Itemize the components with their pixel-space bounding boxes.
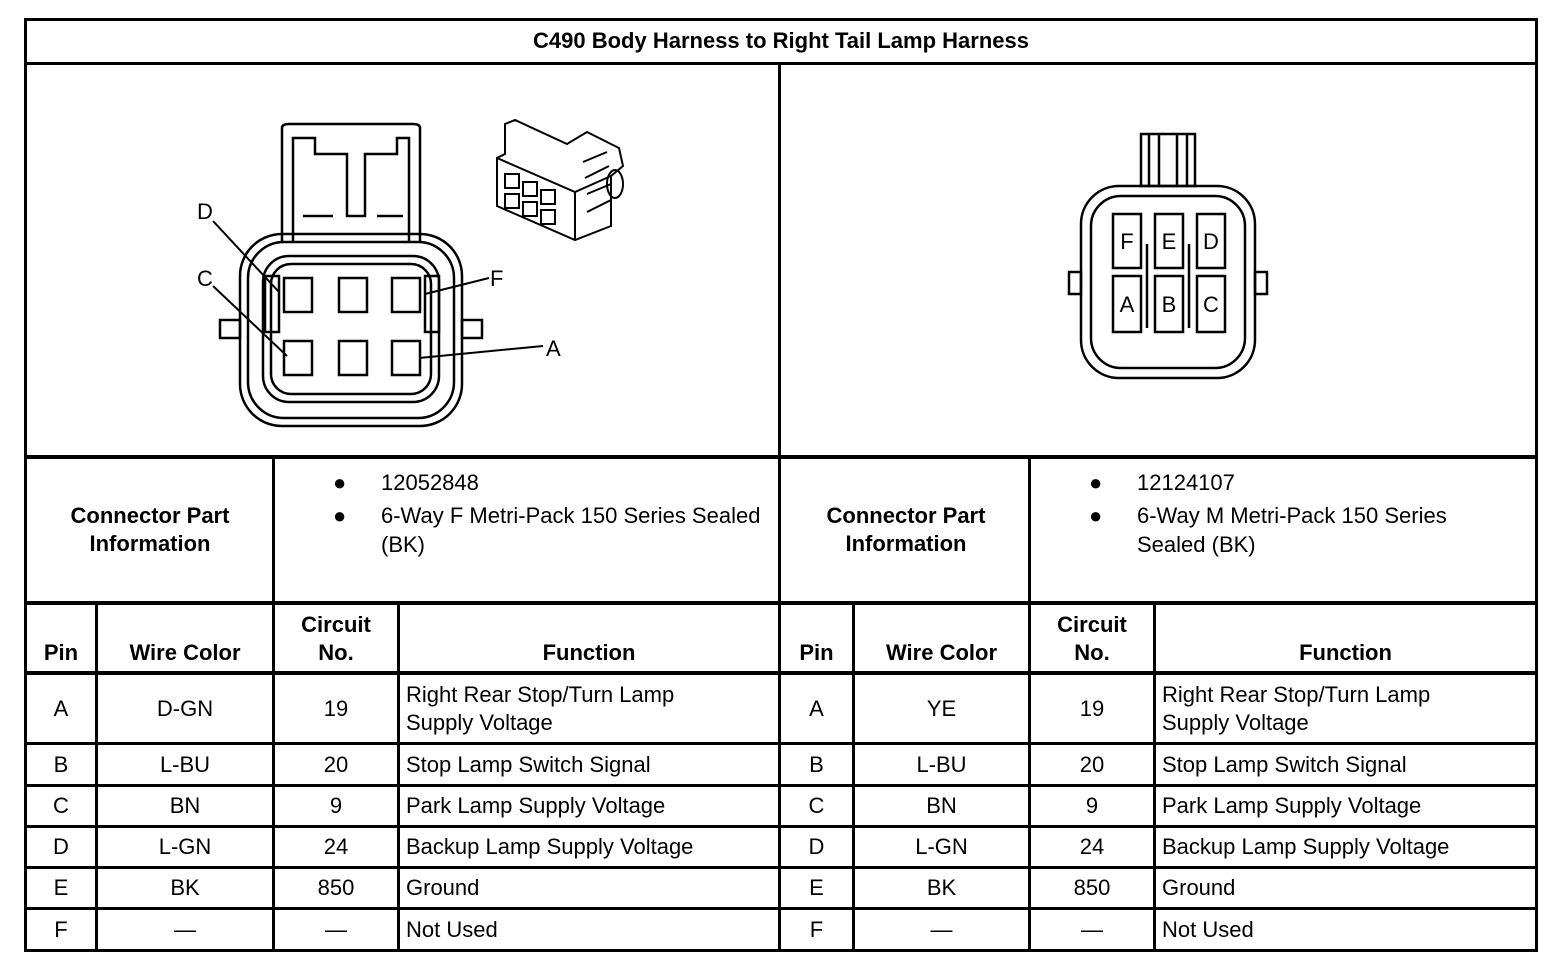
info-divider-left bbox=[272, 457, 275, 603]
male-connector-diagram bbox=[781, 66, 1535, 454]
connector-info-text: Connector Part Information bbox=[826, 503, 986, 556]
pin-cell: B bbox=[809, 751, 824, 777]
header-pin-right: Pin bbox=[799, 640, 834, 665]
pin-label-A: A bbox=[1119, 292, 1135, 317]
pin-label-F: F bbox=[1120, 229, 1134, 254]
pin-cell: A bbox=[809, 695, 824, 721]
function-cell: Ground bbox=[406, 875, 480, 900]
wire-color-cell: BK bbox=[926, 875, 957, 900]
wire-color-cell: L-GN bbox=[158, 834, 212, 859]
wire-color-cell: — bbox=[930, 916, 953, 942]
pin-label-D: D bbox=[1203, 229, 1219, 254]
circuit-cell: 850 bbox=[1073, 875, 1111, 900]
header-wire-color-right: Wire Color bbox=[885, 640, 998, 665]
circuit-cell: — bbox=[325, 916, 347, 942]
wire-color-cell: BK bbox=[170, 875, 200, 900]
function-cell: Not Used bbox=[1162, 916, 1254, 942]
circuit-cell: 850 bbox=[317, 875, 355, 900]
info-divider-right bbox=[1028, 457, 1031, 603]
label-F: F bbox=[490, 266, 504, 291]
header-wire-color-left: Wire Color bbox=[129, 640, 241, 665]
wire-color-cell: L-GN bbox=[915, 834, 968, 859]
connector-details-right bbox=[1089, 468, 1517, 559]
connector-info-text: Connector Part Information bbox=[70, 503, 230, 556]
pin-cell: E bbox=[53, 875, 69, 900]
circuit-cell: — bbox=[1081, 916, 1103, 942]
part-number: 12052848 bbox=[381, 470, 479, 495]
label-C: C bbox=[197, 266, 213, 291]
circuit-cell: 24 bbox=[1079, 834, 1105, 859]
function-cell: Backup Lamp Supply Voltage bbox=[406, 834, 694, 859]
connector-info-label-left bbox=[30, 459, 270, 601]
pin-cell: B bbox=[53, 751, 69, 777]
wire-color-cell: YE bbox=[926, 695, 957, 721]
wire-color-cell: — bbox=[174, 916, 196, 942]
bullet-part-number: ● 12124107 bbox=[1089, 470, 1235, 495]
function-cell: Not Used bbox=[406, 916, 498, 942]
connector-info-label-right bbox=[786, 459, 1026, 601]
circuit-cell: 19 bbox=[1079, 695, 1105, 721]
circuit-cell: 19 bbox=[323, 695, 349, 721]
bullet-description: ● 6-Way F Metri-Pack 150 Series Sealed (BK) bbox=[333, 503, 761, 557]
header-function-left: Function bbox=[542, 640, 636, 665]
circuit-cell: 9 bbox=[1085, 793, 1099, 818]
header-pin-left: Pin bbox=[43, 640, 79, 665]
header-circuit-right: Circuit No. bbox=[1057, 612, 1127, 665]
female-connector-diagram bbox=[27, 66, 777, 454]
pin-cell: D bbox=[808, 834, 825, 859]
header-function-right: Function bbox=[1299, 640, 1392, 665]
pin-cell: C bbox=[53, 793, 69, 818]
pin-label-E: E bbox=[1161, 229, 1177, 254]
pin-cell: C bbox=[808, 793, 825, 818]
circuit-cell: 20 bbox=[323, 751, 349, 777]
pin-label-B: B bbox=[1161, 292, 1177, 317]
function-cell: Backup Lamp Supply Voltage bbox=[1162, 834, 1450, 859]
page-title: C490 Body Harness to Right Tail Lamp Harness bbox=[24, 18, 1538, 65]
circuit-cell: 9 bbox=[329, 793, 343, 818]
connector-sketch bbox=[497, 120, 623, 240]
function-cell: Park Lamp Supply Voltage bbox=[1162, 793, 1422, 818]
wire-color-cell: BN bbox=[926, 793, 957, 818]
function-cell: Ground bbox=[1162, 875, 1236, 900]
circuit-cell: 20 bbox=[1079, 751, 1105, 777]
header-circuit-left: Circuit No. bbox=[301, 612, 371, 665]
function-cell: Park Lamp Supply Voltage bbox=[406, 793, 666, 818]
function-cell: Stop Lamp Switch Signal bbox=[1162, 751, 1407, 777]
label-A: A bbox=[546, 336, 561, 361]
wire-color-cell: L-BU bbox=[159, 751, 211, 777]
connector-details-left bbox=[333, 468, 761, 559]
part-number: 12124107 bbox=[1137, 470, 1235, 495]
pin-cell: A bbox=[53, 695, 69, 721]
part-description: 6-Way F Metri-Pack 150 Series Sealed (BK) bbox=[381, 503, 761, 557]
wire-color-cell: L-BU bbox=[916, 751, 967, 777]
part-description: 6-Way M Metri-Pack 150 Series Sealed (BK) bbox=[1137, 503, 1447, 557]
function-cell: Stop Lamp Switch Signal bbox=[406, 751, 651, 777]
bullet-description: ● 6-Way M Metri-Pack 150 Series Sealed (BK) bbox=[1089, 503, 1447, 557]
pin-cell: E bbox=[809, 875, 824, 900]
pin-cell: F bbox=[54, 916, 68, 942]
pin-cell: F bbox=[809, 916, 824, 942]
wire-color-cell: BN bbox=[169, 793, 201, 818]
function-cell: Right Rear Stop/Turn Lamp Supply Voltage bbox=[1162, 681, 1431, 735]
label-D: D bbox=[197, 199, 213, 224]
bullet-part-number: ● 12052848 bbox=[333, 470, 479, 495]
wire-color-cell: D-GN bbox=[156, 695, 214, 721]
pin-label-C: C bbox=[1203, 292, 1219, 317]
pin-cell: D bbox=[53, 834, 69, 859]
circuit-cell: 24 bbox=[323, 834, 349, 859]
function-cell: Right Rear Stop/Turn Lamp Supply Voltage bbox=[406, 681, 675, 735]
